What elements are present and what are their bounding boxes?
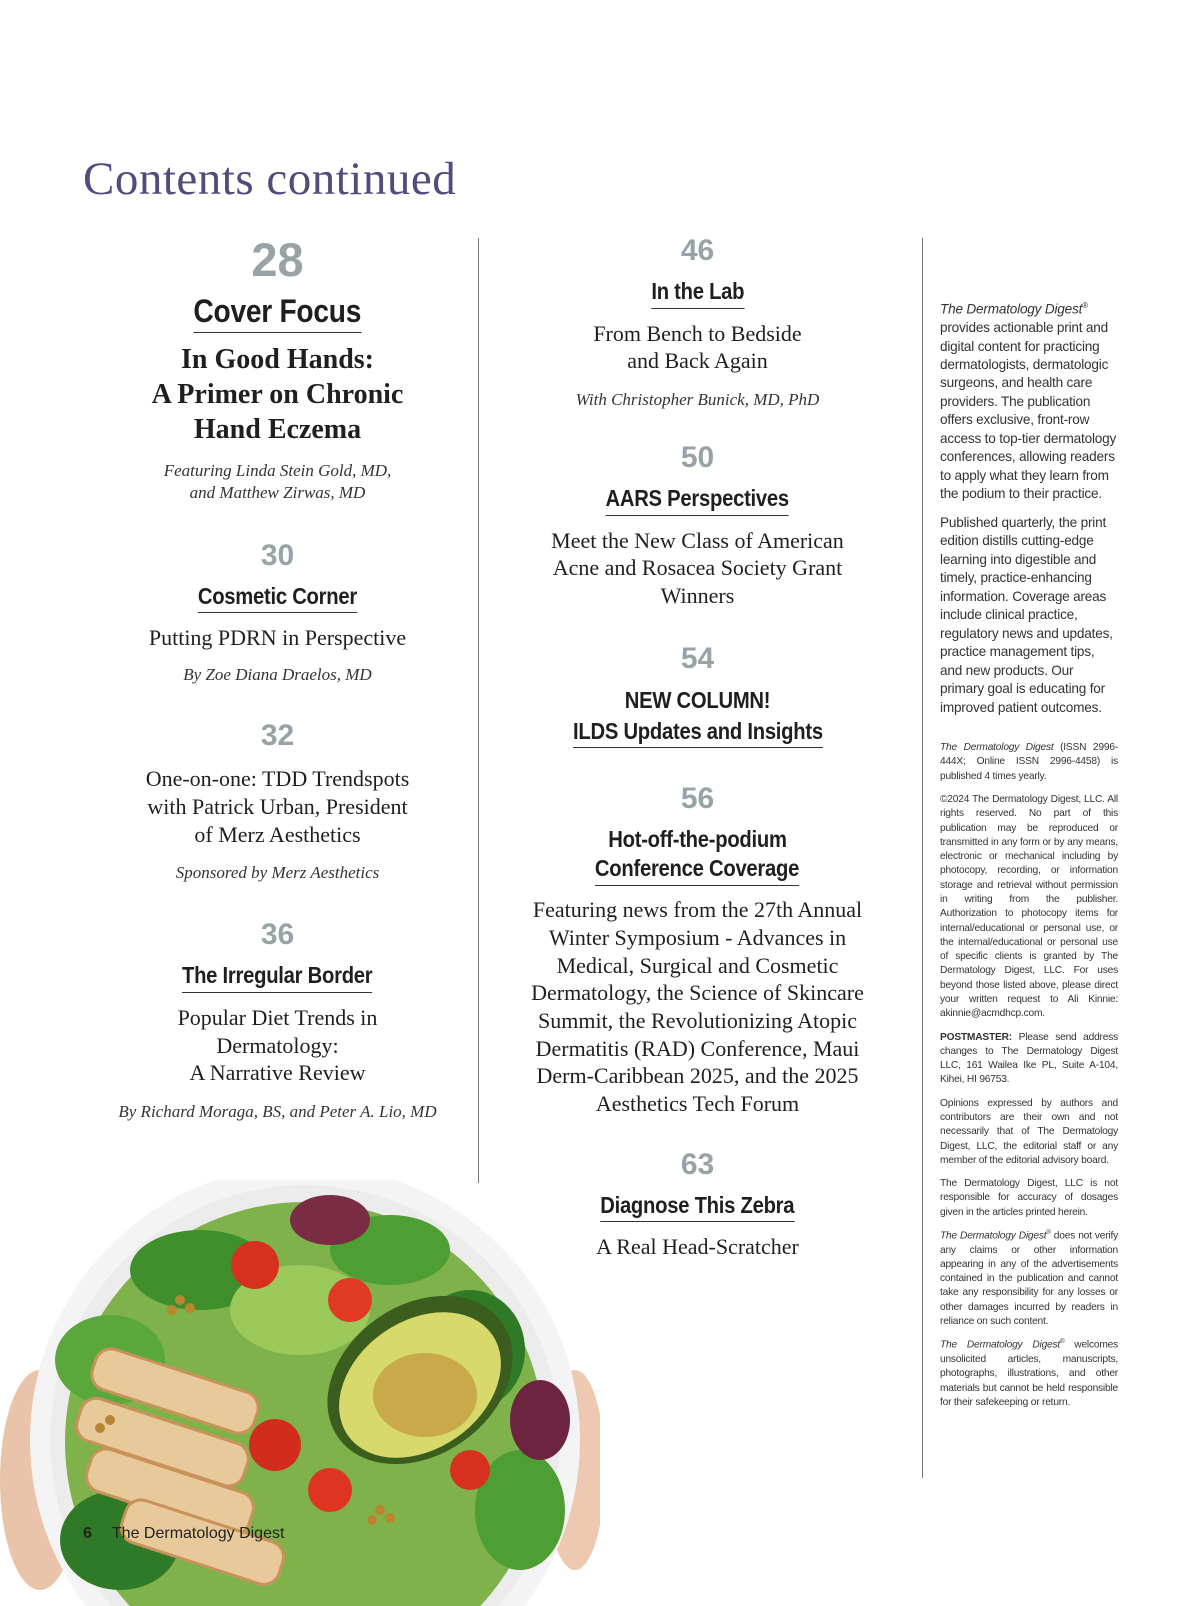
- issn-notice: [940, 741, 1118, 784]
- toc-entry-cover-focus[interactable]: [100, 233, 455, 504]
- page-footer: [83, 1525, 284, 1543]
- article-title-line: Aesthetics Tech Forum: [595, 1091, 800, 1117]
- section-label: Diagnose This Zebra: [600, 1192, 794, 1223]
- section-label: ILDS Updates and Insights: [573, 718, 823, 749]
- publication-name: The Dermatology Digest: [940, 301, 1083, 317]
- new-column-label: NEW COLUMN!: [624, 686, 771, 713]
- postmaster-label: POSTMASTER:: [940, 1031, 1012, 1043]
- article-title-line: One-on-one: TDD Trendspots: [145, 766, 410, 792]
- article-title-line: Popular Diet Trends in: [177, 1004, 378, 1030]
- byline: With Christopher Bunick, MD, PhD: [575, 390, 820, 410]
- toc-entry-in-the-lab[interactable]: [500, 236, 895, 411]
- toc-entry-conference-coverage[interactable]: [500, 784, 895, 1117]
- article-title: A Real Head-Scratcher: [596, 1234, 799, 1260]
- section-label: Cosmetic Corner: [198, 583, 357, 614]
- toc-entry-cosmetic-corner[interactable]: [100, 538, 455, 686]
- article-title-line: Summit, the Revolutionizing Atopic: [538, 1007, 857, 1033]
- article-title-line: Winners: [660, 583, 735, 609]
- page-number: 36: [260, 918, 295, 952]
- article-title-line: Dermatitis (RAD) Conference, Maui: [535, 1035, 860, 1061]
- byline: Sponsored by Merz Aesthetics: [175, 863, 380, 883]
- registered-mark: ®: [1046, 1228, 1051, 1236]
- article-title-line: Medical, Surgical and Cosmetic: [556, 952, 839, 978]
- byline: and Matthew Zirwas, MD: [189, 482, 366, 502]
- article-title-line: In Good Hands:: [181, 344, 374, 376]
- article-title-line: Acne and Rosacea Society Grant: [552, 555, 843, 581]
- section-label: The Irregular Border: [182, 962, 372, 993]
- welcomes-text: welcomes unsolicited articles, manuscripts, photographs, illustrations, and other materials but cannot be held responsible for their safekeeping or return.: [940, 1339, 1118, 1408]
- article-title-line: Featuring news from the 27th Annual: [532, 897, 863, 923]
- byline: Featuring Linda Stein Gold, MD,: [163, 460, 392, 480]
- byline: By Richard Moraga, BS, and Peter A. Lio, MD: [118, 1102, 437, 1122]
- intro-text: provides actionable print and digital content for practicing dermatologists, dermatologic surgeons, and health care providers. The publication offers exclusive, front-row access to top-tier dermatology conferences, allowing readers to apply what they learn from the podium to their practice.: [940, 320, 1117, 502]
- article-title-line: Dermatology, the Science of Skincare: [531, 980, 864, 1006]
- publication-name: The Dermatology Digest: [940, 742, 1054, 754]
- issn-text: (ISSN 2996-444X; Online ISSN 2996-4458) is published 4 times yearly.: [940, 742, 1118, 782]
- article-title-line: A Narrative Review: [189, 1060, 366, 1086]
- opinions-notice: Opinions expressed by authors and contributors are their own and not necessarily that of The Dermatology Digest, LLC, the editorial staff or any member of the editorial advisory board.: [940, 1097, 1118, 1166]
- article-title-line: Winter Symposium - Advances in: [548, 924, 847, 950]
- sidebar-intro-2: Published quarterly, the print edition distills cutting-edge learning into digestible and timely, practice-enhancing information. Coverage areas include clinical practice, regulatory news and updates, practice management tips, and new products. Our primary goal is educating for improved patient outcomes.: [940, 514, 1113, 715]
- left-column: [100, 233, 455, 1123]
- article-title-line: A Primer on Chronic: [151, 379, 404, 411]
- publication-info-sidebar: [940, 300, 1118, 1419]
- toc-entry-one-on-one[interactable]: [100, 721, 455, 884]
- article-title-line: Dermatology:: [216, 1032, 339, 1058]
- article-title-line: Derm-Caribbean 2025, and the 2025: [536, 1063, 859, 1089]
- article-title-line: Hand Eczema: [193, 413, 362, 445]
- sidebar-intro: [940, 300, 1118, 504]
- page-number: 54: [680, 641, 715, 675]
- welcomes-notice: [940, 1338, 1118, 1410]
- section-label: AARS Perspectives: [606, 485, 789, 516]
- section-label: In the Lab: [651, 278, 744, 309]
- middle-column: [500, 236, 895, 1261]
- section-label: Cover Focus: [194, 292, 362, 333]
- article-title: Putting PDRN in Perspective: [148, 625, 407, 651]
- registered-mark: ®: [1060, 1338, 1065, 1346]
- claims-text: does not verify any claims or other information appearing in any of the advertisements contained in the publication and cannot take any responsibility for any losses or other damages incurred by readers in reliance on such content.: [940, 1230, 1118, 1327]
- toc-entry-irregular-border[interactable]: [100, 920, 455, 1123]
- article-title-line: with Patrick Urban, President: [147, 793, 408, 819]
- byline: By Zoe Diana Draelos, MD: [183, 665, 372, 685]
- dosages-notice: The Dermatology Digest, LLC is not responsible for accuracy of dosages given in the articles printed herein.: [940, 1178, 1118, 1218]
- copyright-notice: ©2024 The Dermatology Digest, LLC. All rights reserved. No part of this publication may be reproduced or transmitted in any form or by any means, electronic or mechanical including by photocopy, recording, or information storage and retrieval without permission in writing from the publisher. Authorization to photocopy items for internal/educational or personal use, or the internal/educational or personal use of specific clients is granted by The Dermatology Digest, LLC. For uses beyond those listed above, please direct your written request to Ali Kinnie: akinnie@acmdhcp.com.: [940, 794, 1118, 1020]
- article-title-line: From Bench to Bedside: [593, 320, 802, 346]
- publication-name: The Dermatology Digest: [940, 1339, 1061, 1351]
- footer-publication-name: The Dermatology Digest: [111, 1525, 285, 1542]
- section-label: Conference Coverage: [595, 855, 799, 886]
- page-number: 50: [680, 441, 715, 475]
- section-label-line: Hot-off-the-podium: [608, 826, 787, 853]
- footer-page-number: 6: [83, 1525, 92, 1542]
- article-title-line: and Back Again: [627, 348, 768, 374]
- column-divider-left: [478, 238, 479, 1183]
- column-divider-right: [922, 238, 923, 1478]
- page-title: Contents continued: [83, 153, 457, 205]
- page-number: 28: [251, 233, 304, 286]
- claims-notice: [940, 1229, 1118, 1329]
- page-number: 63: [680, 1147, 715, 1181]
- page-number: 46: [680, 234, 715, 267]
- postmaster-text: Please send address changes to The Dermatology Digest LLC, 161 Wailea Ike PL, Suite A-104, Kihei, HI 96753.: [940, 1031, 1118, 1086]
- registered-mark: ®: [1082, 301, 1088, 310]
- page-number: 30: [260, 538, 295, 572]
- toc-entry-ilds-updates[interactable]: [500, 641, 895, 749]
- toc-entry-aars-perspectives[interactable]: [500, 443, 895, 610]
- article-title-line: of Merz Aesthetics: [194, 821, 361, 847]
- page-number: 56: [680, 782, 715, 816]
- postmaster-notice: [940, 1031, 1118, 1088]
- toc-entry-diagnose-zebra[interactable]: [500, 1147, 895, 1261]
- publication-name: The Dermatology Digest: [940, 1230, 1047, 1242]
- page-number: 32: [260, 719, 295, 753]
- article-title-line: Meet the New Class of American: [551, 527, 844, 553]
